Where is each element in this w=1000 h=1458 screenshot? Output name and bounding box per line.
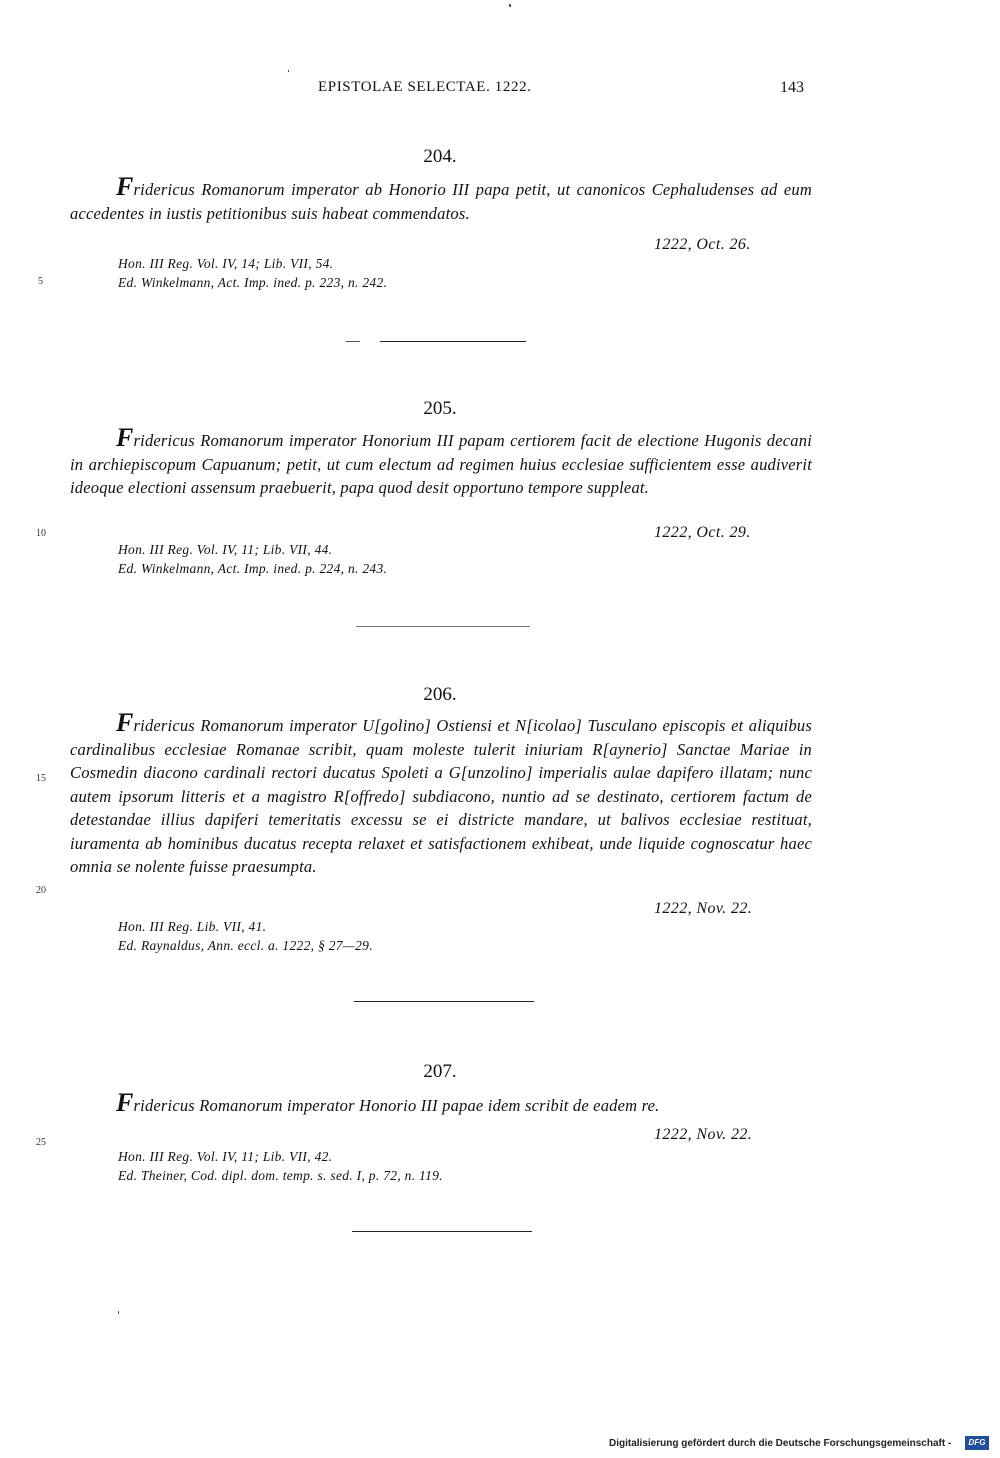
regest-text xyxy=(70,708,812,879)
source-edition: Ed. Winkelmann, Act. Imp. ined. p. 224, n. 243. xyxy=(118,561,388,576)
document-date: 1222, Oct. 26. xyxy=(654,236,751,253)
digitization-credit: Digitalisierung gefördert durch die Deutsche Forschungsgemeinschaft - xyxy=(609,1438,952,1449)
source-register: Hon. III Reg. Vol. IV, 11; Lib. VII, 44. xyxy=(118,542,333,557)
source-edition: Ed. Winkelmann, Act. Imp. ined. p. 223, n. 242. xyxy=(118,275,388,290)
source-register: Hon. III Reg. Vol. IV, 14; Lib. VII, 54. xyxy=(118,256,334,271)
page-number: 143 xyxy=(780,79,804,96)
document-date: 1222, Nov. 22. xyxy=(654,900,753,917)
document-number: 206. xyxy=(423,684,457,705)
regest-body: ridericus Romanorum imperator U[golino] Ostiensi et N[icolao] Tusculano episcopis et aliquibus cardinalibus ecclesiae Romanae scribit, quam moleste tulerit iniuriam R[aynerio] Sanctae Mariae in Cosmedin diacono cardinali rectori ducatus Spoleti a G[unzolino] imperialis aulae dapifero illatam; nunc autem ipsorum litteris et a magistro R[offredo] subdiacono, nuntio ad se destinato, certiorem factum de detestandae illius dapiferi temeritatis excessu se ei districte mandare, ut balivos ecclesiae restituat, iuramenta ab hominibus ducatus recepta relaxet et satisfactionem exhibeat, unde liquide cognoscatur haec omnia se nolente fuisse praesumpta. xyxy=(70,716,812,876)
regest-body: ridericus Romanorum imperator ab Honorio III papa petit, ut canonicos Cephaludenses ad eum accedentes in iustis petitionibus suis habeat commendatos. xyxy=(70,180,812,223)
margin-line-number: 20 xyxy=(36,885,46,896)
source-edition: Ed. Raynaldus, Ann. eccl. a. 1222, § 27—29. xyxy=(118,938,373,953)
initial-letter: F xyxy=(116,1088,134,1117)
regest-text xyxy=(70,423,812,500)
margin-line-number: 10 xyxy=(36,528,46,539)
section-divider xyxy=(356,626,530,627)
running-title: EPISTOLAE SELECTAE. 1222. xyxy=(318,79,532,95)
document-date: 1222, Nov. 22. xyxy=(654,1126,753,1143)
initial-letter: F xyxy=(116,172,134,201)
document-number: 205. xyxy=(423,398,457,419)
regest-body: ridericus Romanorum imperator Honorio III papae idem scribit de eadem re. xyxy=(133,1096,660,1115)
margin-line-number: 25 xyxy=(36,1137,46,1148)
running-head xyxy=(0,79,1000,99)
initial-letter: F xyxy=(116,423,134,452)
margin-line-number: 15 xyxy=(36,773,46,784)
regest-body: ridericus Romanorum imperator Honorium III papam certiorem facit de electione Hugonis decani in archiepiscopum Capuanum; petit, ut cum electum ad regimen huius ecclesiae sufficientem esse audiverit ideoque electioni assensum praebuerit, papa quod desit opportuno tempore suppleat. xyxy=(70,431,812,497)
document-date: 1222, Oct. 29. xyxy=(654,524,751,541)
initial-letter: F xyxy=(116,708,134,737)
margin-line-number: 5 xyxy=(38,276,43,287)
section-divider xyxy=(352,1231,532,1232)
section-divider xyxy=(354,1001,534,1002)
source-register: Hon. III Reg. Vol. IV, 11; Lib. VII, 42. xyxy=(118,1149,333,1164)
document-number: 207. xyxy=(423,1061,457,1082)
scan-speck xyxy=(288,70,289,72)
print-speck xyxy=(346,341,360,342)
source-register: Hon. III Reg. Lib. VII, 41. xyxy=(118,919,267,934)
section-divider xyxy=(380,341,526,342)
dfg-logo: DFG xyxy=(965,1436,989,1450)
regest-text xyxy=(70,172,812,225)
regest-text xyxy=(70,1088,812,1118)
source-edition: Ed. Theiner, Cod. dipl. dom. temp. s. sed. I, p. 72, n. 119. xyxy=(118,1168,443,1183)
document-number: 204. xyxy=(423,146,457,167)
scan-speck xyxy=(118,1311,119,1314)
scan-speck xyxy=(509,4,511,7)
